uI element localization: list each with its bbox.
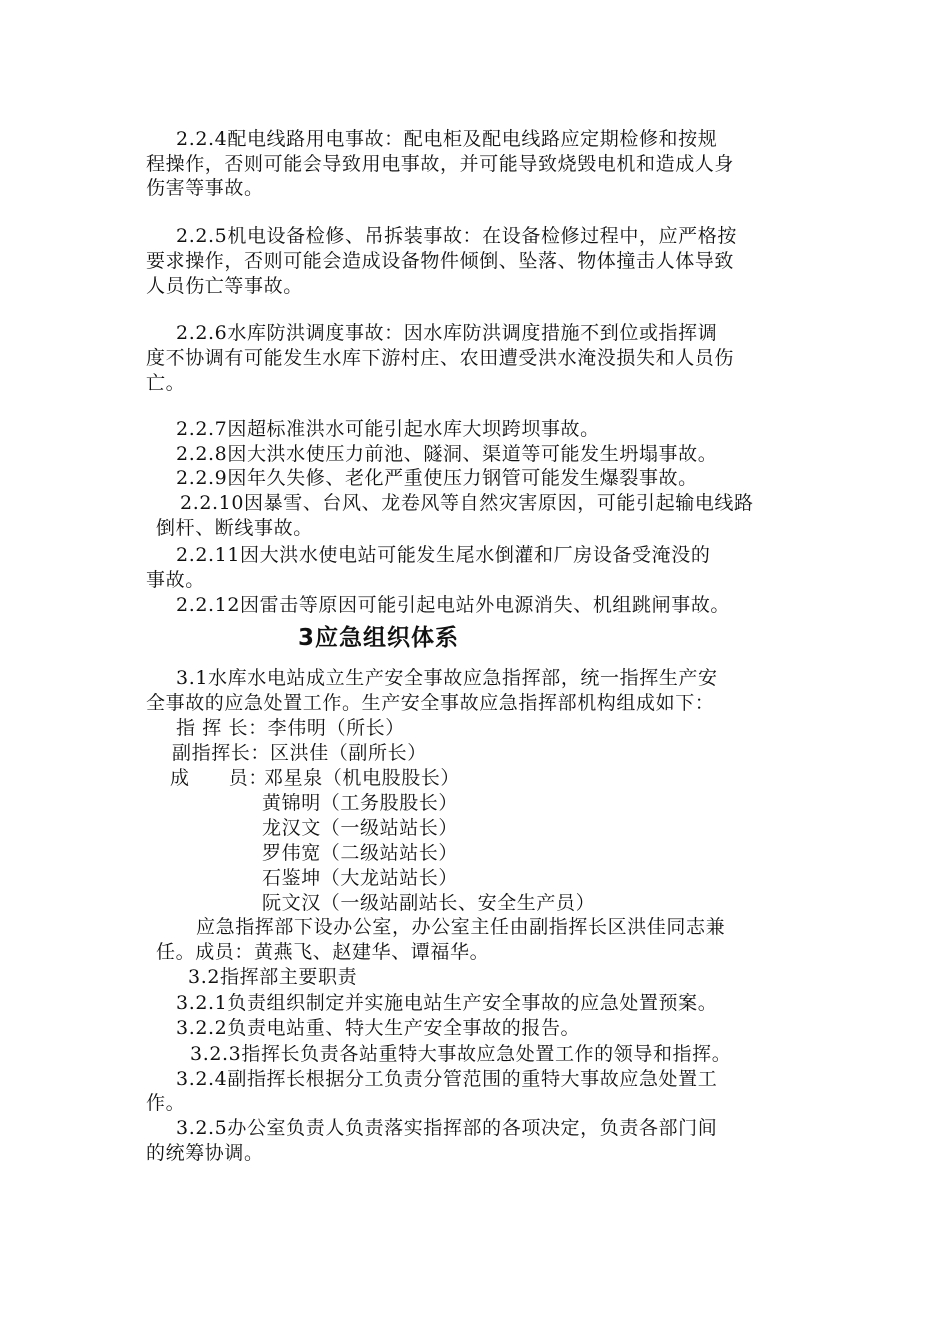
duty-3-2-5-line-2: 的统筹协调。: [146, 1142, 264, 1164]
member-6: 阮文汉（一级站副站长、安全生产员）: [262, 892, 596, 914]
office-line-1: 应急指挥部下设办公室，办公室主任由副指挥长区洪佳同志兼: [196, 916, 726, 938]
member-4: 罗伟宽（二级站站长）: [262, 842, 459, 864]
duty-3-2-5-line-1: 3.2.5办公室负责人负责落实指挥部的各项决定，负责各部门间: [176, 1117, 718, 1139]
paragraph-2-2-8: 2.2.8因大洪水使压力前池、隧洞、渠道等可能发生坍塌事故。: [176, 443, 718, 465]
members-label: 成 员：: [170, 767, 269, 789]
deputy-commander-line: 副指挥长：区洪佳（副所长）: [172, 742, 427, 764]
paragraph-3-1-line-1: 3.1水库水电站成立生产安全事故应急指挥部，统一指挥生产安: [176, 667, 718, 689]
paragraph-2-2-6-line-2: 度不协调有可能发生水库下游村庄、农田遭受洪水淹没损失和人员伤: [146, 347, 735, 369]
paragraph-2-2-6-line-1: 2.2.6水库防洪调度事故：因水库防洪调度措施不到位或指挥调: [176, 322, 718, 344]
duty-3-2-4-line-1: 3.2.4副指挥长根据分工负责分管范围的重特大事故应急处置工: [176, 1068, 718, 1090]
paragraph-2-2-9: 2.2.9因年久失修、老化严重使压力钢管可能发生爆裂事故。: [176, 467, 698, 489]
paragraph-2-2-12: 2.2.12因雷击等原因可能引起电站外电源消失、机组跳闸事故。: [176, 594, 731, 616]
duties-title: 3.2指挥部主要职责: [188, 966, 358, 988]
paragraph-2-2-7: 2.2.7因超标准洪水可能引起水库大坝跨坝事故。: [176, 418, 600, 440]
paragraph-2-2-6-line-3: 亡。: [146, 372, 186, 394]
member-5: 石鉴坤（大龙站站长）: [262, 867, 459, 889]
paragraph-2-2-5-line-1: 2.2.5机电设备检修、吊拆装事故：在设备检修过程中，应严格按: [176, 225, 737, 247]
paragraph-2-2-5-line-3: 人员伤亡等事故。: [146, 275, 303, 297]
duty-3-2-1: 3.2.1负责组织制定并实施电站生产安全事故的应急处置预案。: [176, 992, 718, 1014]
paragraph-2-2-4-line-3: 伤害等事故。: [146, 177, 264, 199]
paragraph-2-2-10-line-2: 倒杆、断线事故。: [156, 517, 313, 539]
section-3-heading: 3应急组织体系: [298, 625, 460, 651]
paragraph-2-2-11-line-1: 2.2.11因大洪水使电站可能发生尾水倒灌和厂房设备受淹没的: [176, 544, 711, 566]
duty-3-2-4-line-2: 作。: [146, 1092, 186, 1114]
member-1: 邓星泉（机电股股长）: [264, 767, 461, 789]
office-line-2: 任。成员：黄燕飞、赵建华、谭福华。: [156, 941, 490, 963]
paragraph-2-2-11-line-2: 事故。: [146, 569, 205, 591]
paragraph-2-2-4-line-2: 程操作，否则可能会导致用电事故，并可能导致烧毁电机和造成人身: [146, 153, 735, 175]
paragraph-2-2-5-line-2: 要求操作，否则可能会造成设备物件倾倒、坠落、物体撞击人体导致: [146, 250, 735, 272]
duty-3-2-2: 3.2.2负责电站重、特大生产安全事故的报告。: [176, 1017, 581, 1039]
paragraph-3-1-line-2: 全事故的应急处置工作。生产安全事故应急指挥部机构组成如下：: [146, 692, 715, 714]
paragraph-2-2-4-line-1: 2.2.4配电线路用电事故：配电柜及配电线路应定期检修和按规: [176, 128, 718, 150]
paragraph-2-2-10-line-1: 2.2.10因暴雪、台风、龙卷风等自然灾害原因，可能引起输电线路: [180, 492, 754, 514]
member-3: 龙汉文（一级站站长）: [262, 817, 459, 839]
duty-3-2-3: 3.2.3指挥长负责各站重特大事故应急处置工作的领导和指挥。: [190, 1043, 732, 1065]
member-2: 黄锦明（工务股股长）: [262, 792, 459, 814]
commander-line: 指 挥 长：李伟明（所长）: [176, 717, 405, 739]
